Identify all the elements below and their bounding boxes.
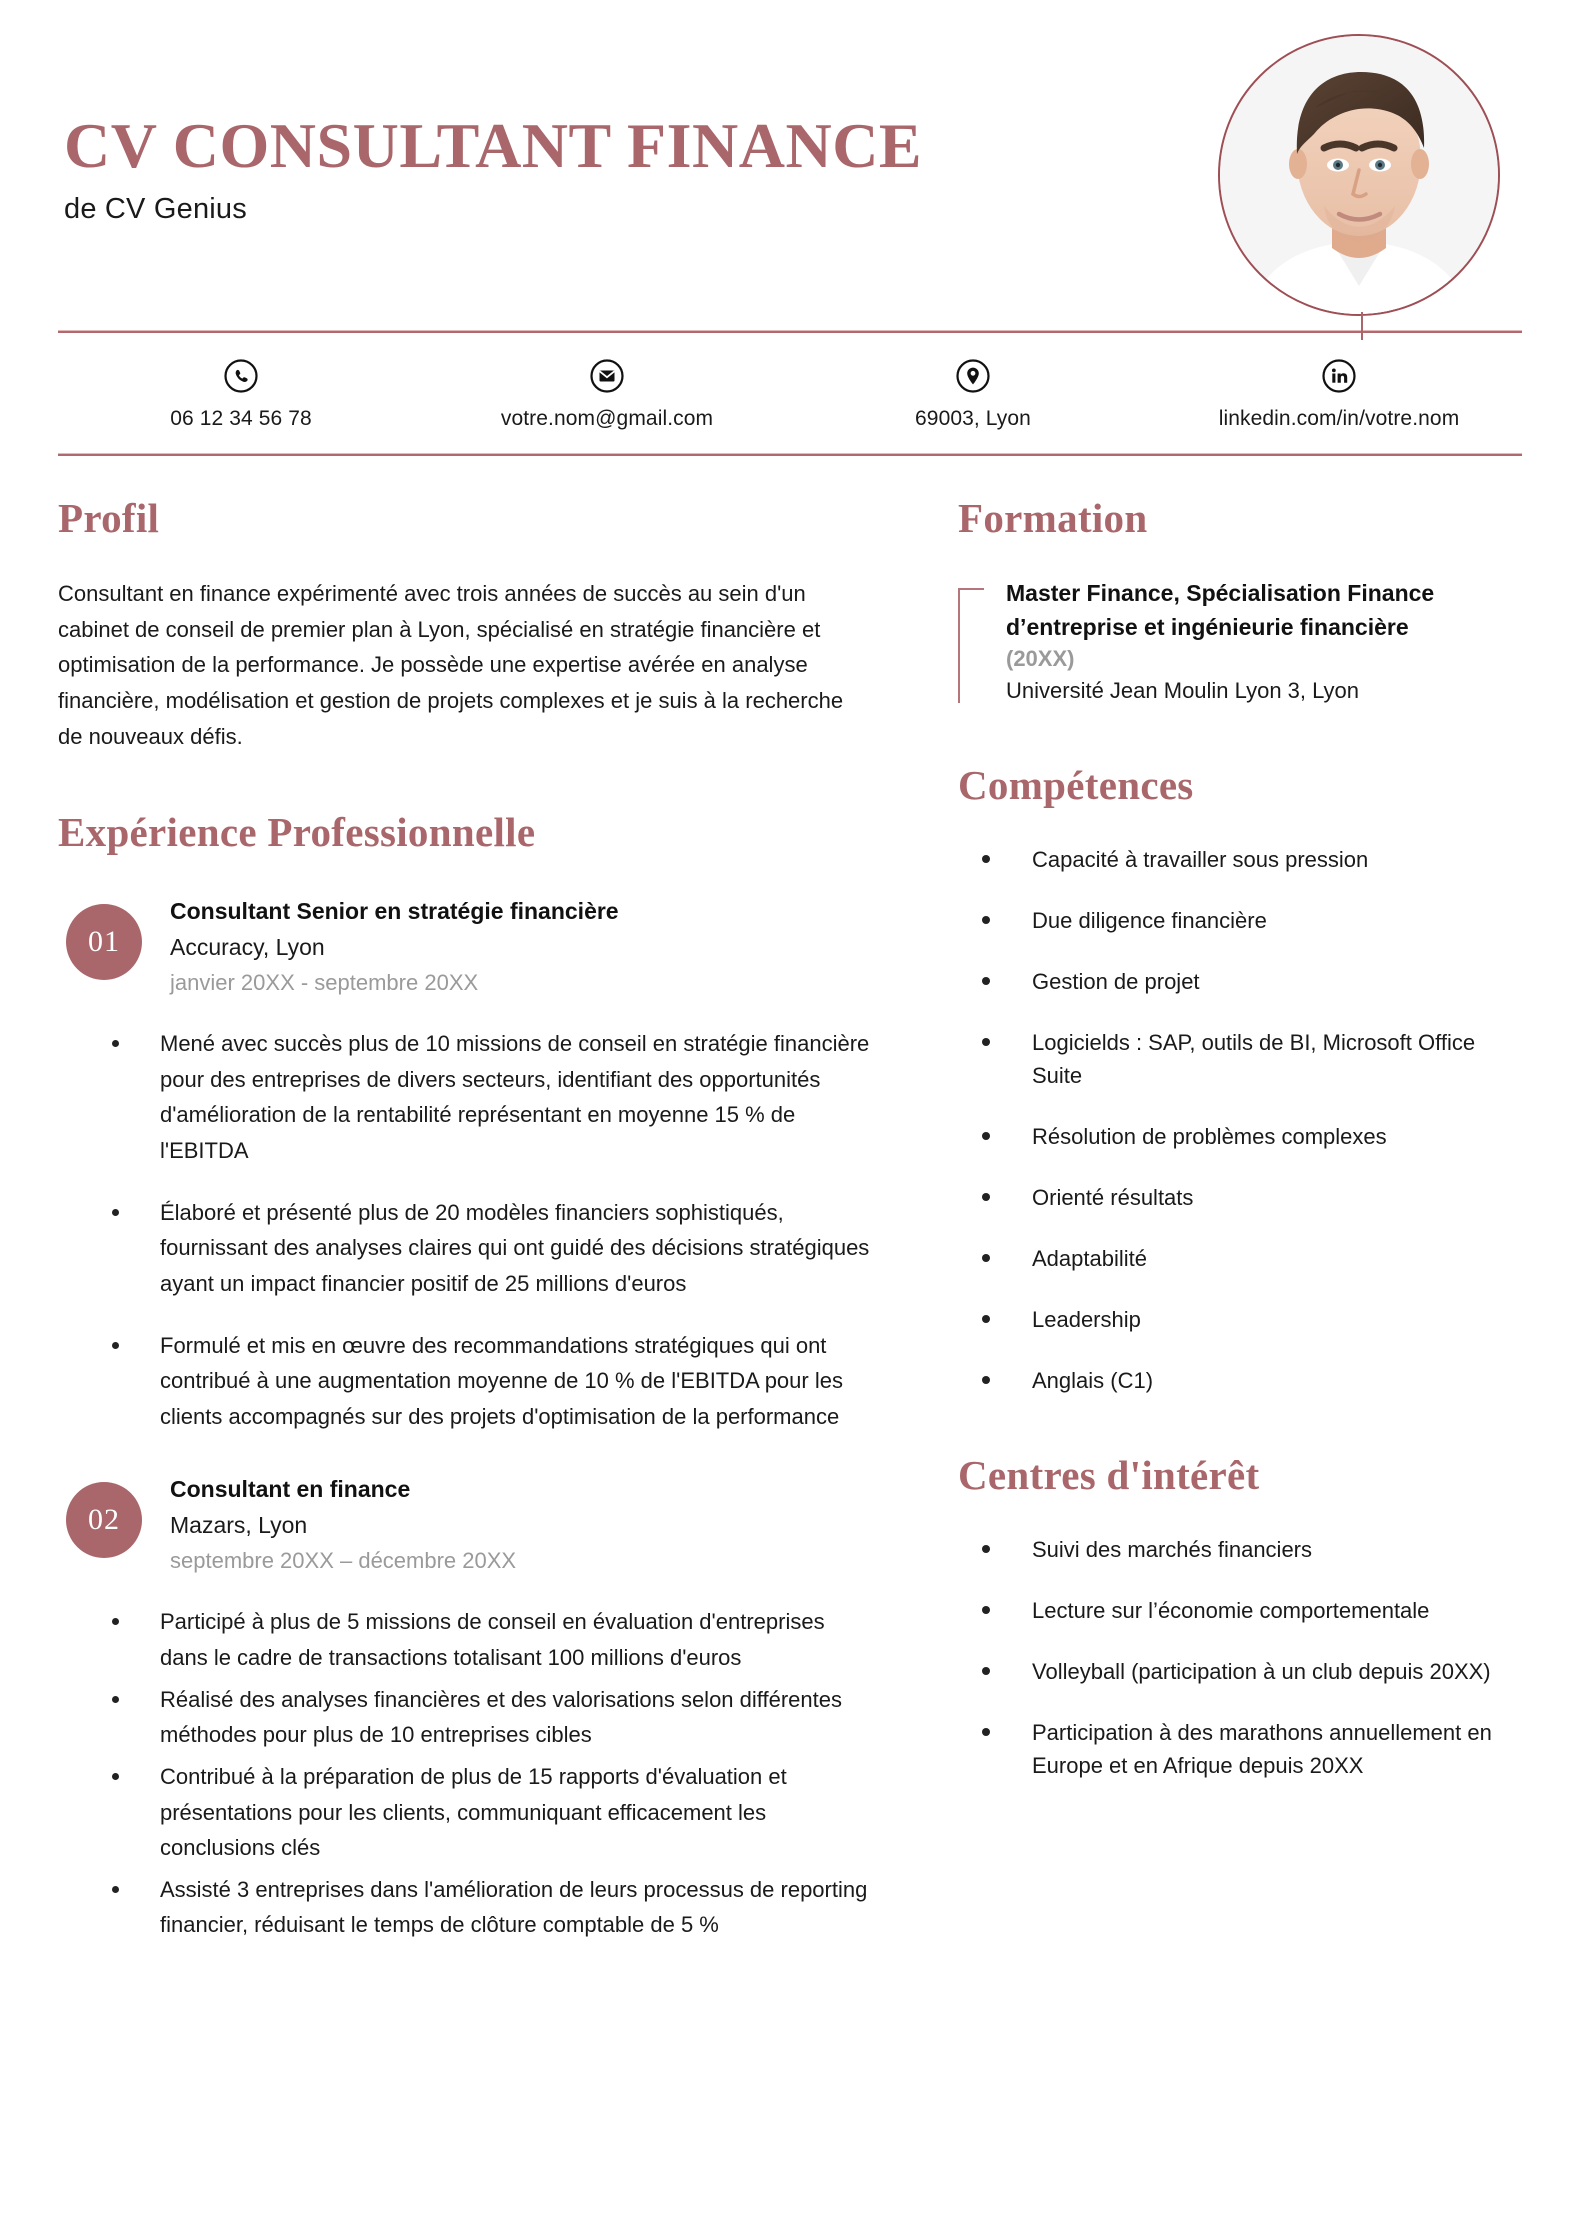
list-item: Suivi des marchés financiers (972, 1533, 1522, 1566)
education-school: Université Jean Moulin Lyon 3, Lyon (1006, 678, 1360, 704)
experience-job-title: Consultant Senior en stratégie financière (170, 898, 619, 925)
portrait-photo-icon (1220, 36, 1498, 314)
list-item: Participé à plus de 5 missions de conseil en évaluation d'entreprises dans le cadre de transactions totalisant 100 millions d'euros (102, 1604, 878, 1675)
avatar (1218, 34, 1500, 316)
cv-body (58, 456, 1522, 1949)
experience-dates: janvier 20XX - septembre 20XX (170, 970, 479, 996)
contact-item-location[interactable] (790, 359, 1156, 431)
right-column (938, 494, 1522, 1949)
experience-bullet-list (58, 1026, 878, 1434)
list-item: Leadership (972, 1303, 1522, 1336)
experience-entry (58, 1474, 878, 1578)
experience-company: Mazars, Lyon (170, 1512, 308, 1539)
list-item: Élaboré et présenté plus de 20 modèles financiers sophistiqués, fournissant des analyses claires qui ont guidé des décisions stratégiques ayant un impact financier positif de 25 millions d'euros (102, 1195, 878, 1302)
list-item: Gestion de projet (972, 965, 1522, 998)
section-heading-competences: Compétences (958, 761, 1194, 808)
list-item: Anglais (C1) (972, 1364, 1522, 1397)
education-degree: Master Finance, Spécialisation Finance d’entreprise et ingénieurie financière (1006, 580, 1435, 641)
list-item: Assisté 3 entreprises dans l'amélioration de leurs processus de reporting financier, réduisant le temps de clôture comptable de 5 % (102, 1872, 878, 1943)
list-item: Volleyball (participation à un club depuis 20XX) (972, 1655, 1522, 1688)
section-heading-experience: Expérience Professionnelle (58, 809, 536, 856)
contact-item-phone[interactable] (58, 359, 424, 431)
list-item: Réalisé des analyses financières et des valorisations selon différentes méthodes pour plus de 10 entreprises cibles (102, 1682, 878, 1753)
list-item: Logicields : SAP, outils de BI, Microsoft Office Suite (972, 1026, 1522, 1092)
list-item: Contribué à la préparation de plus de 15 rapports d'évaluation et présentations pour les clients, communiquant efficacement les conclusions clés (102, 1759, 878, 1866)
education-year: (20XX) (1006, 646, 1075, 672)
contact-value-location: 69003, Lyon (915, 407, 1031, 430)
experience-number-badge: 01 (66, 904, 142, 980)
interests-list (958, 1533, 1522, 1782)
education-entry (958, 576, 1522, 707)
linkedin-icon (1322, 359, 1356, 393)
profile-summary-text: Consultant en finance expérimenté avec trois années de succès au sein d'un cabinet de conseil de premier plan à Lyon, spécialisé en stratégie financière et optimisation de la performance. Je possède une expertise avérée en analyse financière, modélisation et gestion de projets complexes et je suis à la recherche de nouveaux défis. (58, 581, 844, 749)
contact-value-email: votre.nom@gmail.com (500, 407, 714, 430)
experience-entry (58, 896, 878, 1000)
skills-list (958, 843, 1522, 1397)
experience-company: Accuracy, Lyon (170, 934, 325, 961)
section-heading-profil: Profil (58, 495, 160, 541)
phone-icon (224, 359, 258, 393)
experience-bullet-list (58, 1604, 878, 1943)
contact-item-email[interactable] (424, 359, 790, 431)
contact-value-linkedin: linkedin.com/in/votre.nom (1218, 407, 1460, 430)
left-column (58, 494, 938, 1949)
page-title: CV CONSULTANT FINANCE (64, 110, 923, 181)
cv-header (58, 0, 1522, 330)
experience-dates: septembre 20XX – décembre 20XX (170, 1548, 517, 1574)
list-item: Mené avec succès plus de 10 missions de conseil en stratégie financière pour des entreprises de divers secteurs, identifiant des opportunités d'amélioration de la rentabilité représentant en moyenne 15 % de l'EBITDA (102, 1026, 878, 1169)
experience-number-badge: 02 (66, 1482, 142, 1558)
list-item: Due diligence financière (972, 904, 1522, 937)
section-heading-formation: Formation (958, 495, 1148, 541)
list-item: Adaptabilité (972, 1242, 1522, 1275)
list-item: Capacité à travailler sous pression (972, 843, 1522, 876)
list-item: Participation à des marathons annuellement en Europe et en Afrique depuis 20XX (972, 1716, 1522, 1782)
header-text-block (64, 112, 922, 226)
list-item: Orienté résultats (972, 1181, 1522, 1214)
email-icon (590, 359, 624, 393)
photo-connector-line (1361, 312, 1363, 340)
contact-item-linkedin[interactable] (1156, 359, 1522, 431)
section-heading-interets: Centres d'intérêt (958, 1451, 1260, 1498)
list-item: Résolution de problèmes complexes (972, 1120, 1522, 1153)
page-subtitle: de CV Genius (64, 193, 247, 226)
contact-value-phone: 06 12 34 56 78 (170, 407, 312, 430)
contact-bar (58, 333, 1522, 453)
list-item: Lecture sur l’économie comportementale (972, 1594, 1522, 1627)
experience-job-title: Consultant en finance (170, 1476, 411, 1503)
list-item: Formulé et mis en œuvre des recommandations stratégiques qui ont contribué à une augmentation moyenne de 10 % de l'EBITDA pour les clients accompagnés sur des projets d'optimisation de la performance (102, 1328, 878, 1435)
location-pin-icon (956, 359, 990, 393)
